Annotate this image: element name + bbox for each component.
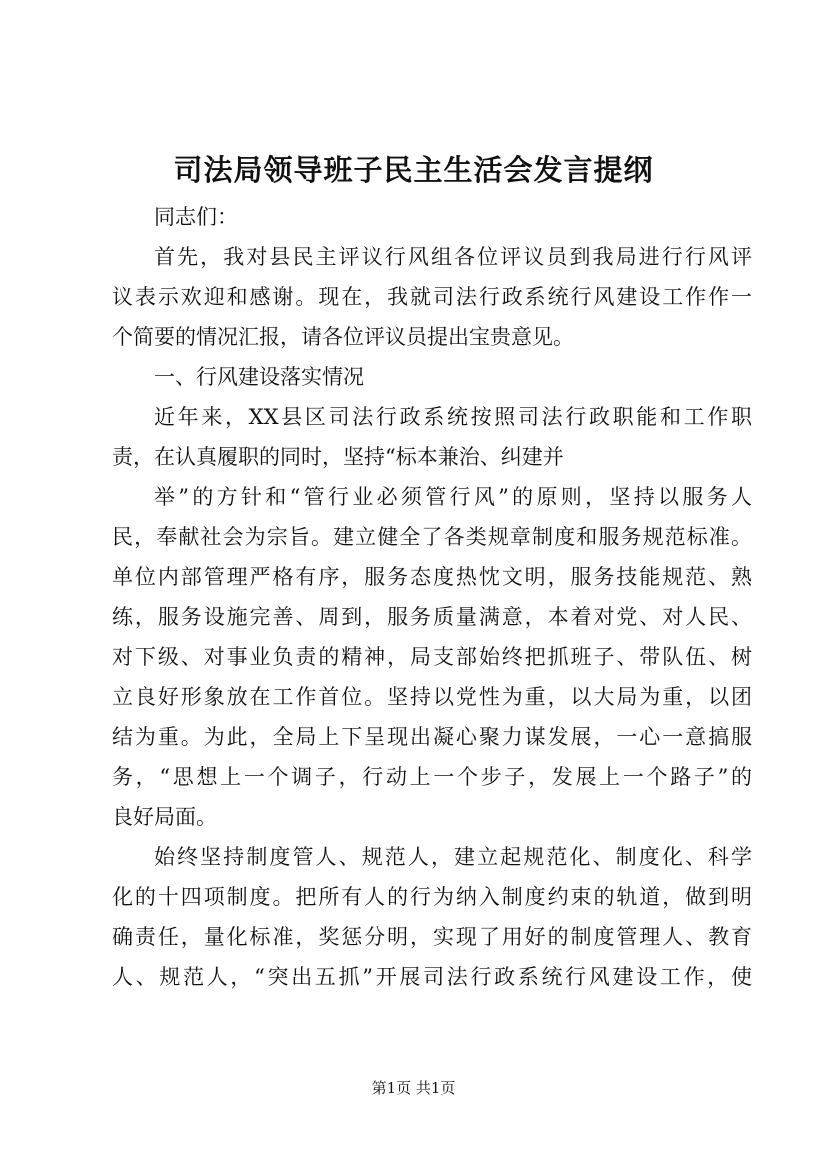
paragraph-line: 责，在认真履职的同时，坚持“标本兼治、纠建并 — [112, 445, 564, 469]
paragraph-line: 举”的方针和“管行业必须管行风”的原则，坚持以服务人 — [154, 485, 752, 509]
paragraph-line: 结为重。为此，全局上下呈现出凝心聚力谋发展，一心一意搞服 — [112, 725, 752, 749]
document-title: 司法局领导班子民主生活会发言提纲 — [173, 153, 654, 187]
salutation-line: 同志们： — [154, 205, 238, 229]
paragraph-line: 个简要的情况汇报，请各位评议员提出宝贵意见。 — [112, 325, 574, 349]
paragraph-line: 确责任，量化标准，奖惩分明，实现了用好的制度管理人、教育 — [112, 925, 752, 949]
paragraph-line: 立良好形象放在工作首位。坚持以党性为重，以大局为重，以团 — [112, 685, 752, 709]
page-number-footer: 第1页 共1页 — [371, 1079, 456, 1097]
paragraph-line: 民，奉献社会为宗旨。建立健全了各类规章制度和服务规范标准。 — [112, 525, 752, 549]
paragraph-line: 首先，我对县民主评议行风组各位评议员到我局进行行风评 — [154, 245, 752, 269]
paragraph-line: 化的十四项制度。把所有人的行为纳入制度约束的轨道，做到明 — [112, 885, 752, 909]
section-heading: 一、行风建设落实情况 — [154, 365, 364, 389]
paragraph-line: 练，服务设施完善、周到，服务质量满意，本着对党、对人民、 — [112, 605, 752, 629]
document-body — [112, 197, 752, 997]
paragraph-line: 人、规范人，“突出五抓”开展司法行政系统行风建设工作，使 — [112, 965, 752, 989]
paragraph-line: 务，“思想上一个调子，行动上一个步子，发展上一个路子”的 — [112, 765, 752, 789]
paragraph-line: 良好局面。 — [112, 805, 217, 829]
paragraph-line: 始终坚持制度管人、规范人，建立起规范化、制度化、科学 — [154, 845, 752, 869]
paragraph-line: 对下级、对事业负责的精神，局支部始终把抓班子、带队伍、树 — [112, 645, 752, 669]
paragraph-line: 议表示欢迎和感谢。现在，我就司法行政系统行风建设工作作一 — [112, 285, 752, 309]
paragraph-line: 单位内部管理严格有序，服务态度热忱文明，服务技能规范、熟 — [112, 565, 752, 589]
paragraph-line: 近年来，XX县区司法行政系统按照司法行政职能和工作职 — [154, 405, 752, 429]
